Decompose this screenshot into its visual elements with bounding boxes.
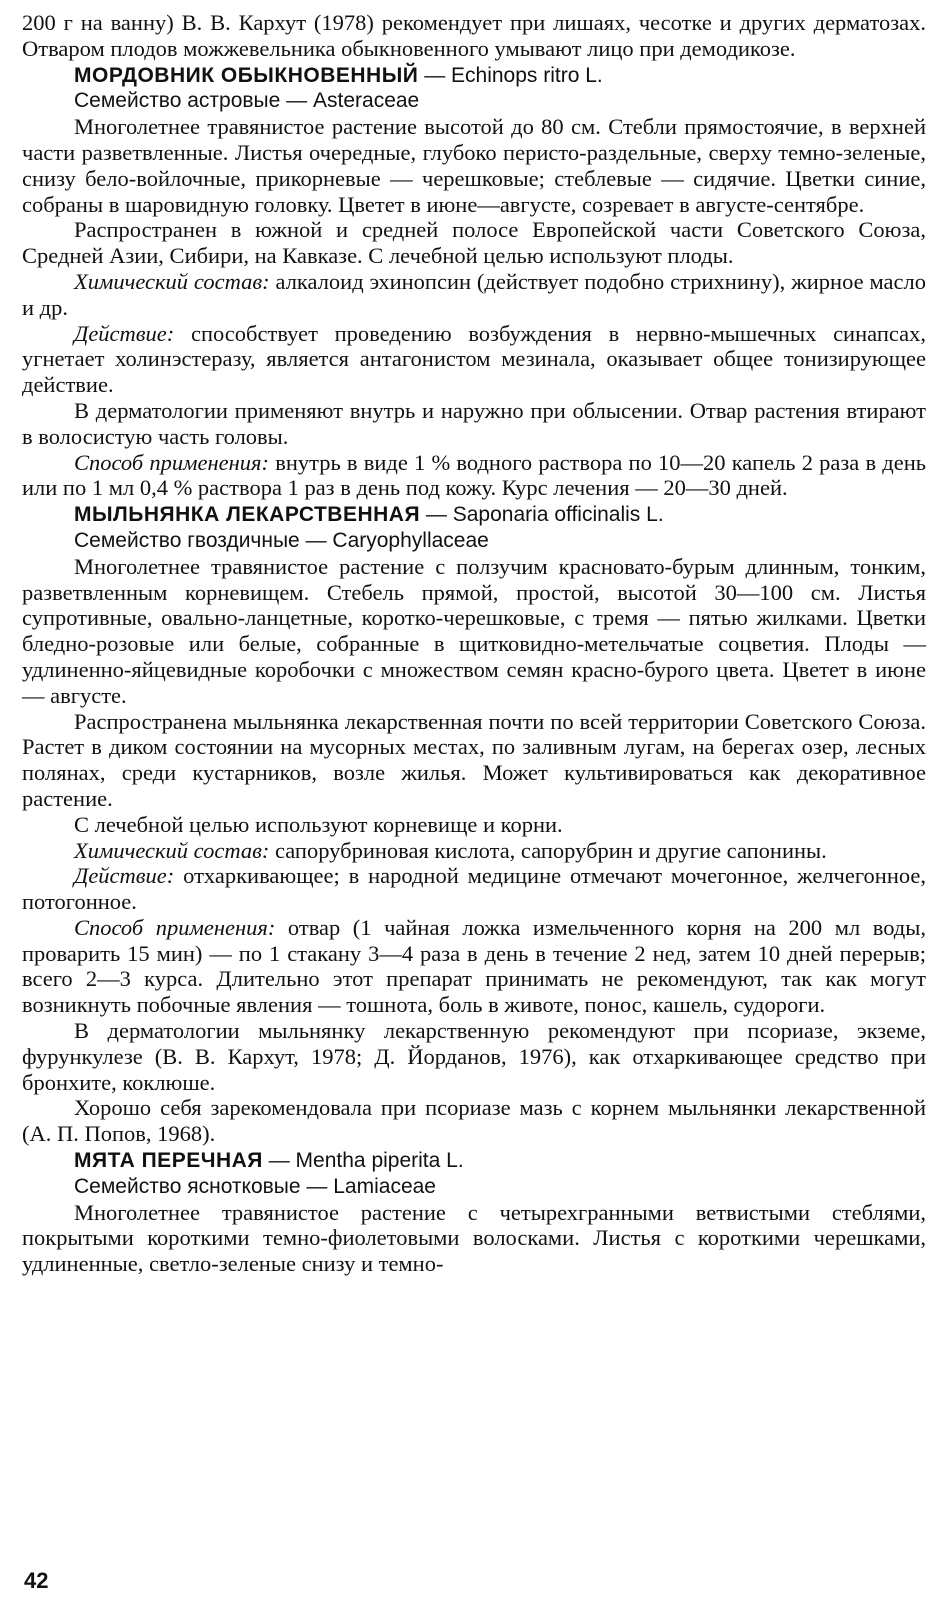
plant-name-russian: МЯТА ПЕРЕЧНАЯ xyxy=(74,1149,263,1173)
paragraph xyxy=(22,450,926,502)
paragraph-text: внутрь в виде 1 % водного раствора по 10—20 капель 2 раза в день или по 1 мл 0,4 % раствора 1 раз в день под кожу. Курс лечения — 20—30 дней. xyxy=(22,449,926,501)
paragraph: В дерматологии мыльнянку лекарственную рекомендуют при псориазе, экземе, фурункулезе (В. В. Кархут, 1978; Д. Йорданов, 1976), как отхаркивающее средство при бронхите, коклюше. xyxy=(22,1018,926,1095)
paragraph xyxy=(22,838,926,864)
paragraph-text: способствует проведению возбуждения в нервно-мышечных синапсах, угнетает холинэстеразу, является антагонистом мезинала, оказывает общее тонизирующее действие. xyxy=(22,320,926,398)
section-heading xyxy=(22,501,926,528)
paragraph xyxy=(22,321,926,398)
paragraph: Распространена мыльнянка лекарственная почти по всей территории Советского Союза. Растет в диком состоянии на мусорных местах, по заливным лугам, на берегах озер, лесных полянах, среди кустарников, возле жилья. Может культивироваться как декоративное растение. xyxy=(22,708,926,811)
paragraph-text: сапорубриновая кислота, сапорубрин и другие сапонины. xyxy=(269,837,827,863)
subsection-label: Химический состав: xyxy=(74,837,270,863)
paragraph: В дерматологии применяют внутрь и наружно при облысении. Отвар растения втирают в волосистую часть головы. xyxy=(22,397,926,449)
page-text xyxy=(22,10,926,1277)
plant-family: Семейство астровые — Asteraceae xyxy=(74,89,420,113)
subsection-label: Способ применения: xyxy=(74,914,276,940)
paragraph: Многолетнее травянистое растение с ползучим красновато-бурым длинным, тонким, разветвленным корневищем. Стебель прямой, простой, высотой 30—100 см. Листья супротивные, овально-ланцетные, коротко-черешковые, с тремя — пятью жилками. Цветки бледно-розовые или белые, собранные в щитковидно-метельчатые соцветия. Плоды — удлиненно-яйцевидные коробочки с множеством семян красно-бурого цвета. Цветет в июне — августе. xyxy=(22,553,926,708)
subsection-label: Действие: xyxy=(74,863,175,889)
subsection-label: Химический состав: xyxy=(74,268,270,294)
paragraph: Многолетнее травянистое растение высотой до 80 см. Стебли прямостоячие, в верхней части разветвленные. Листья очередные, глубоко перисто-раздельные, сверху темно-зеленые, снизу бело-войлочные, прикорневые — черешковые; стеблевые — сидячие. Цветки синие, собраны в шаровидную головку. Цветет в июне—августе, созревает в августе-сентябре. xyxy=(22,114,926,217)
subsection-label: Действие: xyxy=(74,320,175,346)
subsection-label: Способ применения: xyxy=(74,449,270,475)
plant-family: Семейство гвоздичные — Caryophyllaceae xyxy=(74,528,489,552)
paragraph xyxy=(22,863,926,915)
plant-name-russian: МОРДОВНИК ОБЫКНОВЕННЫЙ xyxy=(74,63,419,87)
paragraph: Распространен в южной и средней полосе Европейской части Советского Союза, Средней Азии, Сибири, на Кавказе. С лечебной целью используют плоды. xyxy=(22,217,926,269)
paragraph-text: отхаркивающее; в народной медицине отмечают мочегонное, желчегонное, потогонное. xyxy=(22,863,926,915)
section-heading xyxy=(22,1147,926,1174)
paragraph-text: алкалоид эхинопсин (действует подобно стрихнину), жирное масло и др. xyxy=(22,268,927,320)
page-number: 42 xyxy=(24,1568,49,1593)
paragraph xyxy=(22,915,926,1018)
plant-name-russian: МЫЛЬНЯНКА ЛЕКАРСТВЕННАЯ xyxy=(74,503,421,527)
paragraph: 200 г на ванну) В. В. Кархут (1978) рекомендует при лишаях, чесотке и других дерматозах. Отваром плодов можжевельника обыкновенного умывают лицо при демодикозе. xyxy=(22,10,926,61)
paragraph: Хорошо себя зарекомендовала при псориазе мазь с корнем мыльнянки лекарственной (А. П. Попов, 1968). xyxy=(22,1095,926,1147)
section-heading xyxy=(22,62,926,89)
plant-name-latin: — Saponaria officinalis L. xyxy=(420,503,664,527)
plant-family: Семейство яснотковые — Lamiaceae xyxy=(74,1174,436,1198)
plant-name-latin: — Echinops ritro L. xyxy=(418,63,603,87)
plant-name-latin: — Mentha piperita L. xyxy=(262,1149,464,1173)
paragraph-text: отвар (1 чайная ложка измельченного корня на 200 мл воды, проварить 15 мин) — по 1 стакану 3—4 раза в день в течение 2 нед, затем 10 дней перерыв; всего 2—3 курса. Длительно этот препарат принимать не рекомендуют, так как могут возникнуть побочные явления — тошнота, боль в животе, понос, кашель, судороги. xyxy=(22,914,927,1018)
paragraph: С лечебной целью используют корневище и корни. xyxy=(74,811,563,837)
paragraph: Многолетнее травянистое растение с четырехгранными ветвистыми стеблями, покрытыми короткими темно-фиолетовыми волосками. Листья с короткими черешками, удлиненные, светло-зеленые снизу и темно- xyxy=(22,1199,926,1277)
paragraph xyxy=(22,269,926,321)
